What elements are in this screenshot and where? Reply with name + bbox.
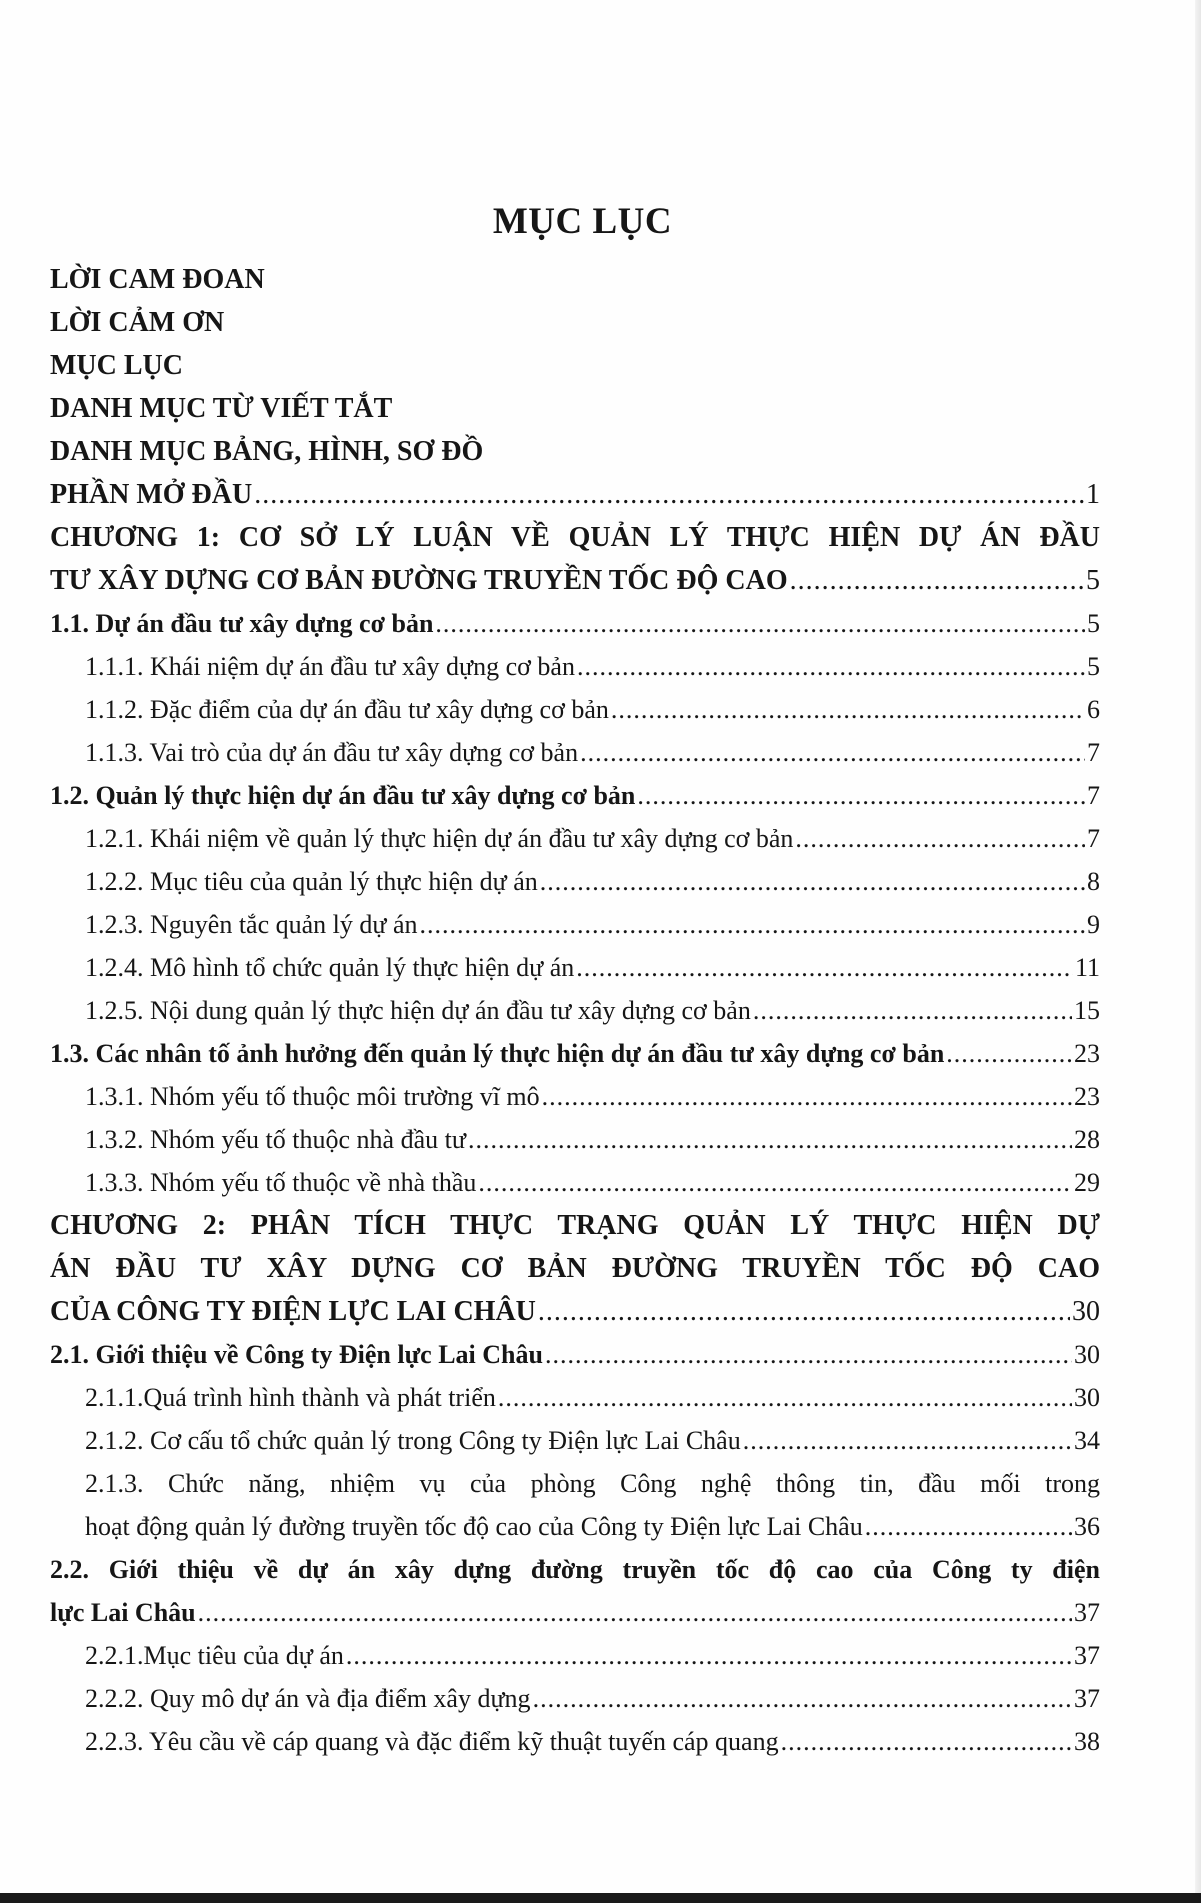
toc-entry-text: 1.2.4. Mô hình tổ chức quản lý thực hiện dự án — [85, 953, 575, 982]
toc-entry-text: LỜI CẢM ƠN — [50, 307, 225, 338]
toc-entry-text: 1.2. Quản lý thực hiện dự án đầu tư xây dựng cơ bản — [50, 781, 636, 810]
toc-entry — [50, 1419, 1100, 1462]
toc-entry-text: 1.3.3. Nhóm yếu tố thuộc về nhà thầu — [85, 1168, 477, 1197]
page-title: MỤC LỤC — [492, 201, 673, 242]
toc-entry — [50, 774, 1100, 817]
toc-entry — [50, 1634, 1100, 1677]
toc-page-number: 36 — [1074, 1512, 1100, 1541]
toc-entry — [50, 688, 1100, 731]
toc-entry — [50, 1075, 1100, 1118]
toc-entry-text: 1.2.2. Mục tiêu của quản lý thực hiện dự án — [85, 867, 538, 896]
scan-bottom-edge — [0, 1893, 1201, 1903]
toc-entry-text: CHƯƠNG 1: CƠ SỞ LÝ LUẬN VỀ QUẢN LÝ THỰC HIỆN DỰ ÁN ĐẦU — [50, 522, 1100, 553]
toc-entry-text: 1.2.5. Nội dung quản lý thực hiện dự án đầu tư xây dựng cơ bản — [85, 996, 751, 1025]
toc-entry-text: 2.2.1.Mục tiêu của dự án — [85, 1641, 344, 1670]
toc-page-number: 9 — [1087, 910, 1100, 939]
toc-page-number: 5 — [1087, 652, 1100, 681]
toc-leader — [542, 1075, 1072, 1118]
toc-entry-text: 1.1.1. Khái niệm dự án đầu tư xây dựng cơ bản — [85, 652, 575, 681]
toc-entry — [50, 344, 1100, 387]
table-of-contents — [50, 258, 1100, 1763]
toc-leader — [254, 473, 1084, 516]
toc-leader — [580, 731, 1085, 774]
toc-entry — [50, 903, 1100, 946]
toc-leader — [533, 1677, 1072, 1720]
toc-entry — [50, 1677, 1100, 1720]
toc-entry — [50, 1032, 1100, 1075]
toc-entry-text: 2.2.3. Yêu cầu về cáp quang và đặc điểm kỹ thuật tuyến cáp quang — [85, 1727, 779, 1756]
toc-entry-text: 2.1. Giới thiệu về Công ty Điện lực Lai Châu — [50, 1340, 543, 1369]
toc-page-number: 6 — [1087, 695, 1100, 724]
toc-page-number: 8 — [1087, 867, 1100, 896]
toc-entry-text: hoạt động quản lý đường truyền tốc độ cao của Công ty Điện lực Lai Châu — [85, 1512, 863, 1541]
toc-page-number: 30 — [1072, 1296, 1100, 1327]
toc-entry — [50, 387, 1100, 430]
toc-entry — [50, 1548, 1100, 1591]
toc-leader — [743, 1419, 1072, 1462]
toc-entry-text: MỤC LỤC — [50, 350, 183, 381]
toc-page-number: 30 — [1074, 1383, 1100, 1412]
toc-entry-text: 1.3.2. Nhóm yếu tố thuộc nhà đầu tư — [85, 1125, 466, 1154]
toc-page-number: 37 — [1074, 1598, 1100, 1627]
toc-entry-text: 1.2.1. Khái niệm về quản lý thực hiện dự án đầu tư xây dựng cơ bản — [85, 824, 794, 853]
toc-leader — [753, 989, 1072, 1032]
toc-page-number: 5 — [1086, 565, 1100, 596]
toc-entry-text: 1.1.2. Đặc điểm của dự án đầu tư xây dựng cơ bản — [85, 695, 609, 724]
toc-entry-text: DANH MỤC BẢNG, HÌNH, SƠ ĐỒ — [50, 436, 484, 467]
toc-entry-text: 1.1.3. Vai trò của dự án đầu tư xây dựng cơ bản — [85, 738, 579, 767]
toc-entry — [50, 1290, 1100, 1333]
toc-entry-text: 1.2.3. Nguyên tắc quản lý dự án — [85, 910, 418, 939]
toc-entry — [50, 731, 1100, 774]
toc-page-number: 28 — [1074, 1125, 1100, 1154]
toc-entry-text: PHẦN MỞ ĐẦU — [50, 479, 253, 510]
toc-leader — [468, 1118, 1072, 1161]
toc-entry-text: 1.3. Các nhân tố ảnh hưởng đến quản lý thực hiện dự án đầu tư xây dựng cơ bản — [50, 1039, 945, 1068]
toc-leader — [781, 1720, 1072, 1763]
toc-leader — [420, 903, 1085, 946]
toc-entry-text: 2.2.2. Quy mô dự án và địa điểm xây dựng — [85, 1684, 531, 1713]
toc-entry — [50, 860, 1100, 903]
scan-edge-shadow — [1195, 0, 1201, 1903]
toc-leader — [865, 1505, 1072, 1548]
toc-entry-text: lực Lai Châu — [50, 1598, 196, 1627]
toc-page-number: 34 — [1074, 1426, 1100, 1455]
toc-page-number: 1 — [1086, 479, 1100, 510]
toc-page-number: 7 — [1087, 781, 1100, 810]
toc-entry — [50, 1591, 1100, 1634]
toc-page-number: 37 — [1074, 1641, 1100, 1670]
toc-entry — [50, 645, 1100, 688]
toc-leader — [435, 602, 1085, 645]
toc-leader — [346, 1634, 1072, 1677]
toc-entry-text: CỦA CÔNG TY ĐIỆN LỰC LAI CHÂU — [50, 1296, 536, 1327]
toc-entry-text: 1.1. Dự án đầu tư xây dựng cơ bản — [50, 609, 434, 638]
toc-entry — [50, 817, 1100, 860]
toc-entry-text: CHƯƠNG 2: PHÂN TÍCH THỰC TRẠNG QUẢN LÝ THỰC HIỆN DỰ — [50, 1210, 1100, 1241]
toc-entry — [50, 946, 1100, 989]
toc-entry — [50, 1118, 1100, 1161]
toc-page-number: 23 — [1074, 1082, 1100, 1111]
toc-leader — [611, 688, 1085, 731]
toc-entry — [50, 559, 1100, 602]
toc-entry-text: LỜI CAM ĐOAN — [50, 264, 265, 295]
toc-entry-text: 1.3.1. Nhóm yếu tố thuộc môi trường vĩ mô — [85, 1082, 540, 1111]
toc-entry — [50, 1720, 1100, 1763]
toc-entry — [50, 989, 1100, 1032]
toc-entry — [50, 1376, 1100, 1419]
toc-entry — [50, 301, 1100, 344]
toc-entry-text: 2.1.2. Cơ cấu tổ chức quản lý trong Công ty Điện lực Lai Châu — [85, 1426, 741, 1455]
toc-page-number: 29 — [1074, 1168, 1100, 1197]
toc-leader — [545, 1333, 1072, 1376]
toc-entry — [50, 1333, 1100, 1376]
toc-leader — [538, 1290, 1070, 1333]
toc-entry-text: TƯ XÂY DỰNG CƠ BẢN ĐƯỜNG TRUYỀN TỐC ĐỘ CAO — [50, 565, 788, 596]
toc-leader — [498, 1376, 1072, 1419]
toc-leader — [576, 946, 1073, 989]
toc-entry-text: 2.1.1.Quá trình hình thành và phát triển — [85, 1383, 496, 1412]
toc-entry — [50, 1204, 1100, 1247]
toc-page-number: 15 — [1074, 996, 1100, 1025]
toc-entry-text: DANH MỤC TỪ VIẾT TẮT — [50, 393, 393, 424]
toc-page-number: 30 — [1074, 1340, 1100, 1369]
toc-page-number: 37 — [1074, 1684, 1100, 1713]
toc-entry-text: 2.2. Giới thiệu về dự án xây dựng đường truyền tốc độ cao của Công ty điện — [50, 1555, 1100, 1584]
toc-page-number: 5 — [1087, 609, 1100, 638]
toc-entry — [50, 1462, 1100, 1505]
toc-leader — [577, 645, 1085, 688]
toc-leader — [540, 860, 1085, 903]
toc-leader — [946, 1032, 1072, 1075]
toc-page-number: 23 — [1074, 1039, 1100, 1068]
toc-entry — [50, 602, 1100, 645]
toc-leader — [795, 817, 1085, 860]
toc-page-number: 7 — [1087, 738, 1100, 767]
toc-page-number: 11 — [1074, 953, 1100, 982]
toc-entry-text: 2.1.3. Chức năng, nhiệm vụ của phòng Công nghệ thông tin, đầu mối trong — [85, 1469, 1100, 1498]
toc-entry — [50, 473, 1100, 516]
toc-entry — [50, 1161, 1100, 1204]
toc-entry — [50, 1505, 1100, 1548]
toc-entry — [50, 430, 1100, 473]
toc-page-number: 38 — [1074, 1727, 1100, 1756]
toc-entry-text: ÁN ĐẦU TƯ XÂY DỰNG CƠ BẢN ĐƯỜNG TRUYỀN TỐC ĐỘ CAO — [50, 1253, 1100, 1284]
toc-leader — [478, 1161, 1072, 1204]
toc-leader — [790, 559, 1084, 602]
toc-leader — [637, 774, 1085, 817]
toc-page-number: 7 — [1087, 824, 1100, 853]
toc-leader — [198, 1591, 1072, 1634]
toc-entry — [50, 258, 1100, 301]
toc-entry — [50, 1247, 1100, 1290]
toc-entry — [50, 516, 1100, 559]
